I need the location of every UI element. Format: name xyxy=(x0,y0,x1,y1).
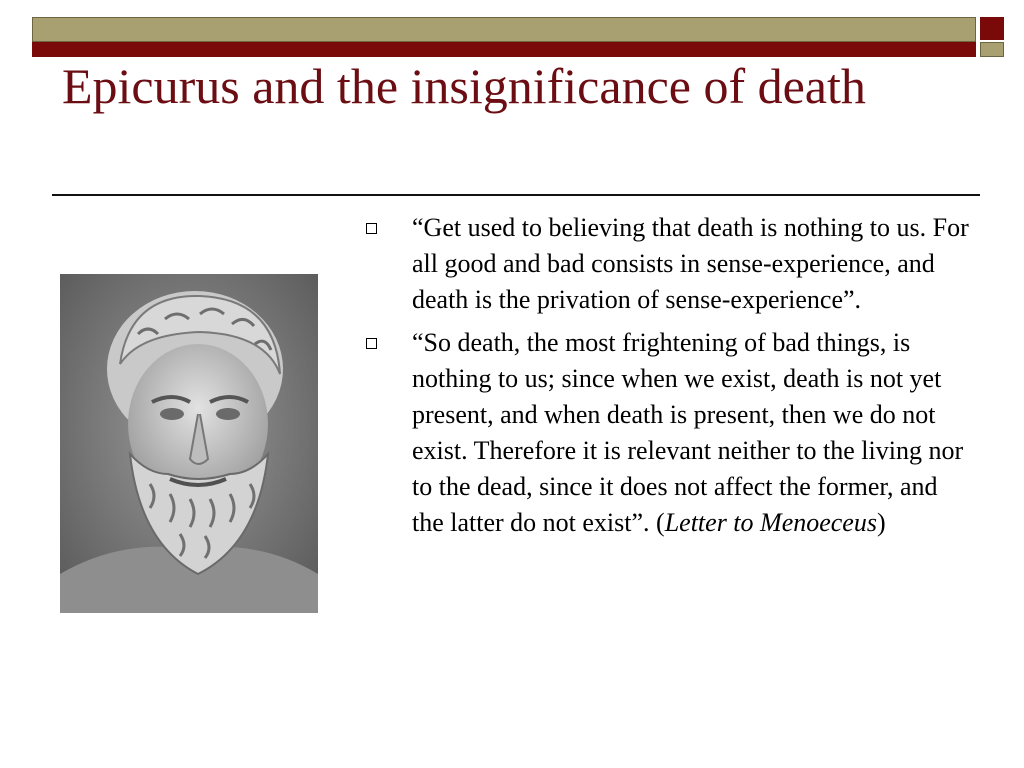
header-band-maroon xyxy=(32,42,976,57)
quote-list xyxy=(362,210,972,548)
title-divider xyxy=(52,194,980,196)
list-item xyxy=(362,325,972,541)
epicurus-bust-image xyxy=(60,274,318,613)
source-citation: Letter to Menoeceus xyxy=(664,508,877,537)
corner-square-olive xyxy=(980,42,1004,57)
square-bullet-icon xyxy=(366,338,377,349)
bust-illustration xyxy=(60,274,318,613)
quote-text: “So death, the most frightening of bad things, is nothing to us; since when we exist, death is not yet present, and when death is present, then we do not exist. Therefore it is relevant neither to the living nor to the dead, since it does not affect the former, and the latter do not exist”. ( xyxy=(412,328,964,537)
square-bullet-icon xyxy=(366,223,377,234)
list-item xyxy=(362,210,972,318)
corner-square-maroon xyxy=(980,17,1004,40)
header-band-olive xyxy=(32,17,976,42)
slide-title: Epicurus and the insignificance of death xyxy=(62,58,866,114)
quote-text: “Get used to believing that death is nothing to us. For all good and bad consists in sense-experience, and death is the privation of sense-experience”. xyxy=(412,213,969,314)
citation-close: ) xyxy=(876,508,886,537)
